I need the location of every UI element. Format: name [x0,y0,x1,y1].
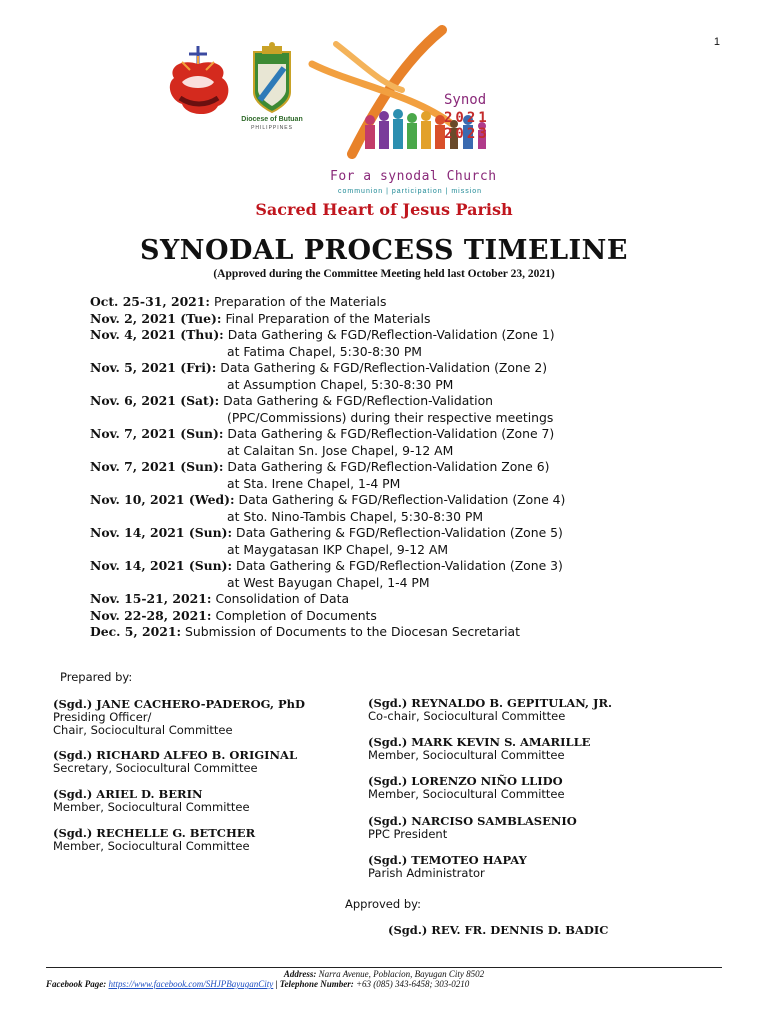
signatory-role: Member, Sociocultural Committee [53,800,250,814]
signatory-role: Member, Sociocultural Committee [368,748,565,762]
timeline-entry [90,608,710,625]
timeline-activity: Data Gathering & FGD/Reflection-Validation [219,393,494,408]
timeline-date: Nov. 6, 2021 (Sat): [90,393,220,408]
timeline-date: Nov. 7, 2021 (Sun): [90,459,224,474]
timeline-activity: Data Gathering & FGD/Reflection-Validation (Zone 7) [223,426,555,441]
timeline-date: Dec. 5, 2021: [90,624,182,639]
timeline-entry [90,558,710,591]
timeline-date: Nov. 10, 2021 (Wed): [90,492,235,507]
signatory-block [368,697,612,723]
timeline-activity: Preparation of the Materials [210,294,387,309]
timeline-entry [90,591,710,608]
signatory-role: Chair, Sociocultural Committee [53,723,233,737]
timeline-entry [90,327,710,360]
timeline-activity: Data Gathering & FGD/Reflection-Validation (Zone 2) [216,360,548,375]
synod-logo [292,24,552,204]
timeline-activity: Final Preparation of the Materials [221,310,431,326]
signatory-name: (Sgd.) ARIEL D. BERIN [53,787,203,801]
signatory-block [53,698,305,737]
signatory-block [53,827,255,853]
timeline-venue: at Sto. Nino-Tambis Chapel, 5:30-8:30 PM [227,508,484,524]
synod-tagline: For a synodal Church [330,169,497,184]
timeline-venue: at Calaitan Sn. Jose Chapel, 9-12 AM [227,442,454,458]
timeline-venue: at Maygatasan IKP Chapel, 9-12 AM [227,541,449,557]
synod-word: Synod [444,92,487,108]
timeline-entry [90,492,710,525]
page-subtitle: (Approved during the Committee Meeting held last October 23, 2021) [213,268,555,280]
parish-name: Sacred Heart of Jesus Parish [255,200,513,219]
synod-year-start: 2021 [444,110,490,126]
approver-block [388,924,608,937]
signatory-block [368,815,577,841]
synod-subtagline: communion | participation | mission [338,188,483,195]
facebook-link[interactable]: https://www.facebook.com/SHJPBayuganCity [108,979,274,989]
signatory-role: Member, Sociocultural Committee [53,839,250,853]
signatory-role: Co-chair, Sociocultural Committee [368,709,566,723]
signatory-name: (Sgd.) LORENZO NIÑO LLIDO [368,774,563,788]
timeline-date: Nov. 15-21, 2021: [90,591,212,606]
signatory-block [53,788,250,814]
signatory-name: (Sgd.) RECHELLE G. BETCHER [53,826,256,840]
timeline-entry [90,459,710,492]
signatory-block [368,775,565,801]
approver-name: (Sgd.) REV. FR. DENNIS D. BADIC [388,923,609,937]
timeline-date: Nov. 14, 2021 (Sun): [90,558,233,573]
timeline-date: Oct. 25-31, 2021: [90,294,211,309]
footer-contact [46,979,469,989]
timeline-entry [90,311,710,328]
timeline-venue: at Assumption Chapel, 5:30-8:30 PM [227,376,454,392]
page-title: SYNODAL PROCESS TIMELINE [140,235,628,266]
timeline-activity: Data Gathering & FGD/Reflection-Validation (Zone 5) [232,525,563,540]
timeline-venue: (PPC/Commissions) during their respective meetings [227,409,554,425]
facebook-label: Facebook Page: [46,979,107,989]
timeline-date: Nov. 5, 2021 (Fri): [90,360,217,375]
address-text: Narra Avenue, Poblacion, Bayugan City 8502 [316,969,485,979]
timeline-entry [90,294,710,311]
signatory-name: (Sgd.) RICHARD ALFEO B. ORIGINAL [53,748,298,762]
signatory-role: Presiding Officer/ [53,710,152,724]
timeline-venue: at West Bayugan Chapel, 1-4 PM [227,574,430,590]
timeline-venue: at Fatima Chapel, 5:30-8:30 PM [227,343,423,359]
signatory-role: Member, Sociocultural Committee [368,787,565,801]
timeline-date: Nov. 22-28, 2021: [90,607,212,623]
timeline-list [90,294,710,641]
signatory-role: Secretary, Sociocultural Committee [53,761,258,775]
footer-divider [46,967,722,968]
diocese-country: PHILIPPINES [251,125,293,131]
timeline-activity: Data Gathering & FGD/Reflection-Validation (Zone 3) [232,558,563,573]
footer-address [0,969,768,979]
signatory-name: (Sgd.) MARK KEVIN S. AMARILLE [368,735,591,749]
timeline-activity: Submission of Documents to the Diocesan Secretariat [181,624,521,639]
signatory-block [368,854,527,880]
telephone-number: +63 (085) 343-6458; 303-0210 [353,979,470,989]
telephone-label: Telephone Number: [279,979,354,989]
diocese-name: Diocese of Butuan [241,116,303,123]
signatory-name: (Sgd.) REYNALDO B. GEPITULAN, JR. [368,696,613,710]
timeline-entry [90,393,710,426]
timeline-activity: Data Gathering & FGD/Reflection-Validation Zone 6) [223,459,550,474]
timeline-entry [90,525,710,558]
timeline-activity: Data Gathering & FGD/Reflection-Validation (Zone 1) [223,327,555,342]
timeline-entry [90,624,710,641]
synod-year-end: 2023 [444,126,490,142]
signatory-name: (Sgd.) JANE CACHERO-PADEROG, PhD [53,697,305,711]
footer-separator: | [273,979,280,989]
timeline-date: Nov. 14, 2021 (Sun): [90,525,233,540]
timeline-date: Nov. 4, 2021 (Thu): [90,327,224,342]
timeline-date: Nov. 2, 2021 (Tue): [90,310,222,326]
signatory-block [368,736,590,762]
timeline-entry [90,426,710,459]
signatory-name: (Sgd.) TEMOTEO HAPAY [368,853,527,867]
signatory-role: PPC President [368,827,448,841]
page-number: 1 [713,36,720,48]
timeline-activity: Data Gathering & FGD/Reflection-Validation (Zone 4) [234,492,566,507]
timeline-date: Nov. 7, 2021 (Sun): [90,426,224,441]
signatory-block [53,749,297,775]
timeline-activity: Completion of Documents [211,607,377,623]
timeline-entry [90,360,710,393]
timeline-venue: at Sta. Irene Chapel, 1-4 PM [227,475,401,491]
sacred-heart-logo [160,44,236,124]
timeline-activity: Consolidation of Data [211,591,350,606]
prepared-by-label: Prepared by: [60,670,133,684]
signatory-name: (Sgd.) NARCISO SAMBLASENIO [368,814,577,828]
address-label: Address: [283,969,317,979]
signatory-role: Parish Administrator [368,866,485,880]
approved-by-label: Approved by: [345,897,421,911]
